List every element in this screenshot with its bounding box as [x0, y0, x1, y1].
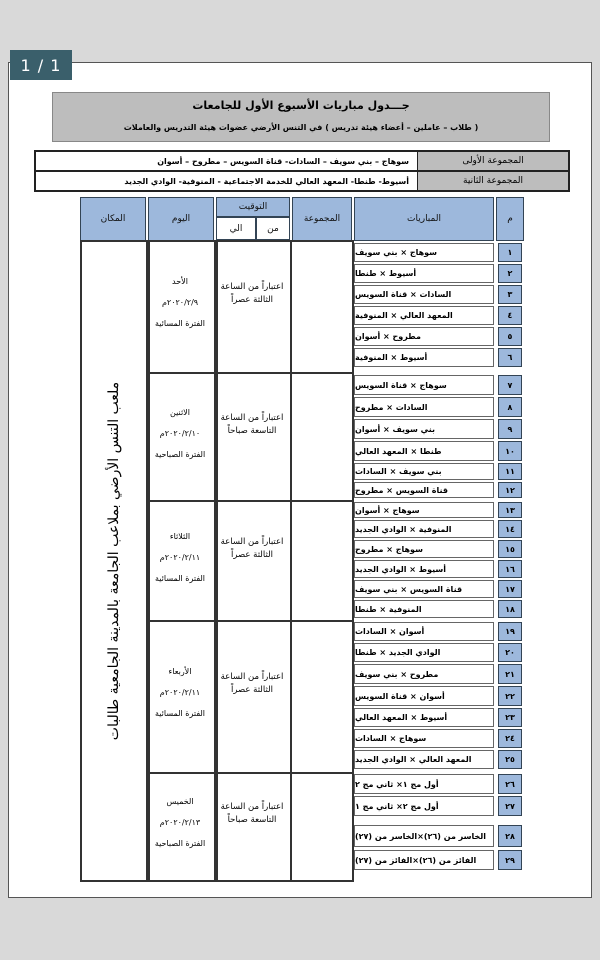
match-cell: أسيوط × طنطا — [354, 264, 494, 283]
time-block — [216, 372, 292, 504]
time-block — [216, 500, 292, 624]
header-place: المكان — [80, 197, 146, 241]
title-box — [52, 92, 550, 142]
day-day: الثلاثاء — [169, 532, 191, 541]
row-number: ٣ — [498, 285, 522, 304]
row-number: ٢٨ — [498, 825, 522, 847]
group-one-row — [34, 150, 570, 172]
time-block — [216, 620, 292, 774]
time-text: اعتباراً من الساعة الثالثة عصراً — [220, 537, 284, 560]
row-number: ١١ — [498, 463, 522, 480]
match-cell: قناة السويس × بني سويف — [354, 580, 494, 598]
match-cell: مطروح × أسوان — [354, 327, 494, 346]
header-matches: المباريات — [354, 197, 494, 241]
row-number: ٤ — [498, 306, 522, 325]
header-day: اليوم — [148, 197, 214, 241]
match-cell: سوهاج × مطروح — [354, 540, 494, 558]
group-two-row — [34, 170, 570, 192]
row-number: ٢ — [498, 264, 522, 283]
day-info — [150, 530, 210, 585]
match-cell: بني سويف × السادات — [354, 463, 494, 480]
header-group: المجموعة — [292, 197, 352, 241]
time-text: اعتباراً من الساعة التاسعة صباحاً — [220, 802, 284, 825]
group-two-teams: أسيوط- طنطا- المعهد العالي للخدمة الاجتماعية - المنوفية- الوادي الجديد — [124, 176, 409, 186]
day-day: الاثنين — [170, 408, 190, 417]
match-cell: طنطا × المعهد العالي — [354, 441, 494, 461]
match-cell: بني سويف × أسوان — [354, 419, 494, 439]
match-cell: المعهد العالي × الوادي الجديد — [354, 750, 494, 769]
match-cell: المعهد العالي × المنوفية — [354, 306, 494, 325]
group-two-label: المجموعة الثانية — [417, 172, 568, 190]
header-to: الي — [216, 217, 256, 240]
match-cell: أسيوط × المعهد العالي — [354, 708, 494, 727]
row-number: ٢٥ — [498, 750, 522, 769]
page-subtitle: ( طلاب – عاملين – أعضاء هيئة تدريس ) في التنس الأرضي عضوات هيئة التدريس والعاملات — [123, 123, 479, 132]
group-block — [290, 500, 354, 624]
row-number: ٢٢ — [498, 686, 522, 706]
match-cell: المنوفية × الوادي الجديد — [354, 520, 494, 538]
time-text: اعتباراً من الساعة الثالثة عصراً — [220, 672, 284, 695]
match-cell: سوهاج × قناة السويس — [354, 375, 494, 395]
row-number: ٥ — [498, 327, 522, 346]
day-info — [150, 795, 210, 850]
venue-cell — [80, 240, 148, 882]
page-indicator[interactable]: 1 / 1 — [10, 50, 72, 80]
row-number: ٢٩ — [498, 850, 522, 870]
match-cell: أسيوط × المنوفية — [354, 348, 494, 367]
match-cell: أول مج ١× ثاني مج ٢ — [354, 774, 494, 794]
group-block — [290, 240, 354, 374]
day-day: الخميس — [166, 797, 194, 806]
match-cell: الخاسر من (٢٦)×الخاسر من (٢٧) — [354, 825, 494, 847]
page-title: جـــدول مباريات الأسبوع الأول للجامعات — [192, 99, 410, 112]
row-number: ١٩ — [498, 622, 522, 641]
row-number: ١٣ — [498, 502, 522, 518]
row-number: ٢٦ — [498, 774, 522, 794]
match-cell: مطروح × بني سويف — [354, 664, 494, 684]
match-cell: الوادي الجديد × طنطا — [354, 643, 494, 662]
time-block — [216, 240, 292, 374]
match-cell: أسوان × السادات — [354, 622, 494, 641]
time-text: اعتباراً من الساعة التاسعة صباحاً — [220, 413, 284, 436]
match-cell: سوهاج × بني سويف — [354, 243, 494, 262]
match-cell: سوهاج × السادات — [354, 729, 494, 748]
row-number: ٩ — [498, 419, 522, 439]
day-day: الأربعاء — [168, 667, 192, 676]
match-cell: السادات × قناة السويس — [354, 285, 494, 304]
match-cell: السادات × مطروح — [354, 397, 494, 417]
day-date: ٢٠٢٠/٢/١٠م — [159, 429, 201, 438]
day-info — [150, 665, 210, 720]
row-number: ٦ — [498, 348, 522, 367]
match-cell: أسيوط × الوادي الجديد — [354, 560, 494, 578]
group-block — [290, 620, 354, 774]
group-block — [290, 772, 354, 882]
row-number: ١٠ — [498, 441, 522, 461]
row-number: ٧ — [498, 375, 522, 395]
row-number: ١٢ — [498, 482, 522, 498]
row-number: ٢٧ — [498, 796, 522, 816]
row-number: ١٦ — [498, 560, 522, 578]
row-number: ٢٣ — [498, 708, 522, 727]
match-cell: الفائز من (٢٦)×الفائز من (٢٧) — [354, 850, 494, 870]
venue-text: ملعب التنس الأرضي بملاعب الجامعة بالمدينة الجامعية طالبات — [106, 381, 122, 741]
row-number: ١٨ — [498, 600, 522, 618]
day-period: الفترة الصباحية — [154, 450, 206, 459]
group-one-teams: سوهاج – بني سويف – السادات- قناة السويس – مطروح – أسوان — [157, 156, 409, 166]
day-day: الأحد — [172, 277, 188, 286]
row-number: ١٤ — [498, 520, 522, 538]
group-one-label: المجموعة الأولى — [417, 152, 568, 170]
match-cell: أول مج ٢× ثاني مج ١ — [354, 796, 494, 816]
match-cell: سوهاج × أسوان — [354, 502, 494, 518]
row-number: ٨ — [498, 397, 522, 417]
day-period: الفترة المسائية — [154, 709, 206, 718]
row-number: ٢٤ — [498, 729, 522, 748]
match-cell: أسوان × قناة السويس — [354, 686, 494, 706]
day-date: ٢٠٢٠/٢/٩م — [161, 298, 199, 307]
row-number: ٢١ — [498, 664, 522, 684]
day-date: ٢٠٢٠/٢/١١م — [159, 553, 201, 562]
day-period: الفترة الصباحية — [154, 839, 206, 848]
time-block — [216, 772, 292, 882]
header-timing: التوقيت — [216, 197, 290, 217]
row-number: ١٧ — [498, 580, 522, 598]
day-date: ٢٠٢٠/٢/١١م — [159, 688, 201, 697]
day-period: الفترة المسائية — [154, 574, 206, 583]
day-date: ٢٠٢٠/٢/١٣م — [159, 818, 201, 827]
time-text: اعتباراً من الساعة الثالثة عصراً — [220, 282, 284, 305]
header-from: من — [256, 217, 290, 240]
day-period: الفترة المسائية — [154, 319, 206, 328]
day-info — [150, 275, 210, 330]
group-block — [290, 372, 354, 504]
row-number: ٢٠ — [498, 643, 522, 662]
day-info — [150, 406, 210, 461]
match-cell: المنوفية × طنطا — [354, 600, 494, 618]
header-num: م — [496, 197, 524, 241]
match-cell: قناة السويس × مطروح — [354, 482, 494, 498]
row-number: ١ — [498, 243, 522, 262]
row-number: ١٥ — [498, 540, 522, 558]
